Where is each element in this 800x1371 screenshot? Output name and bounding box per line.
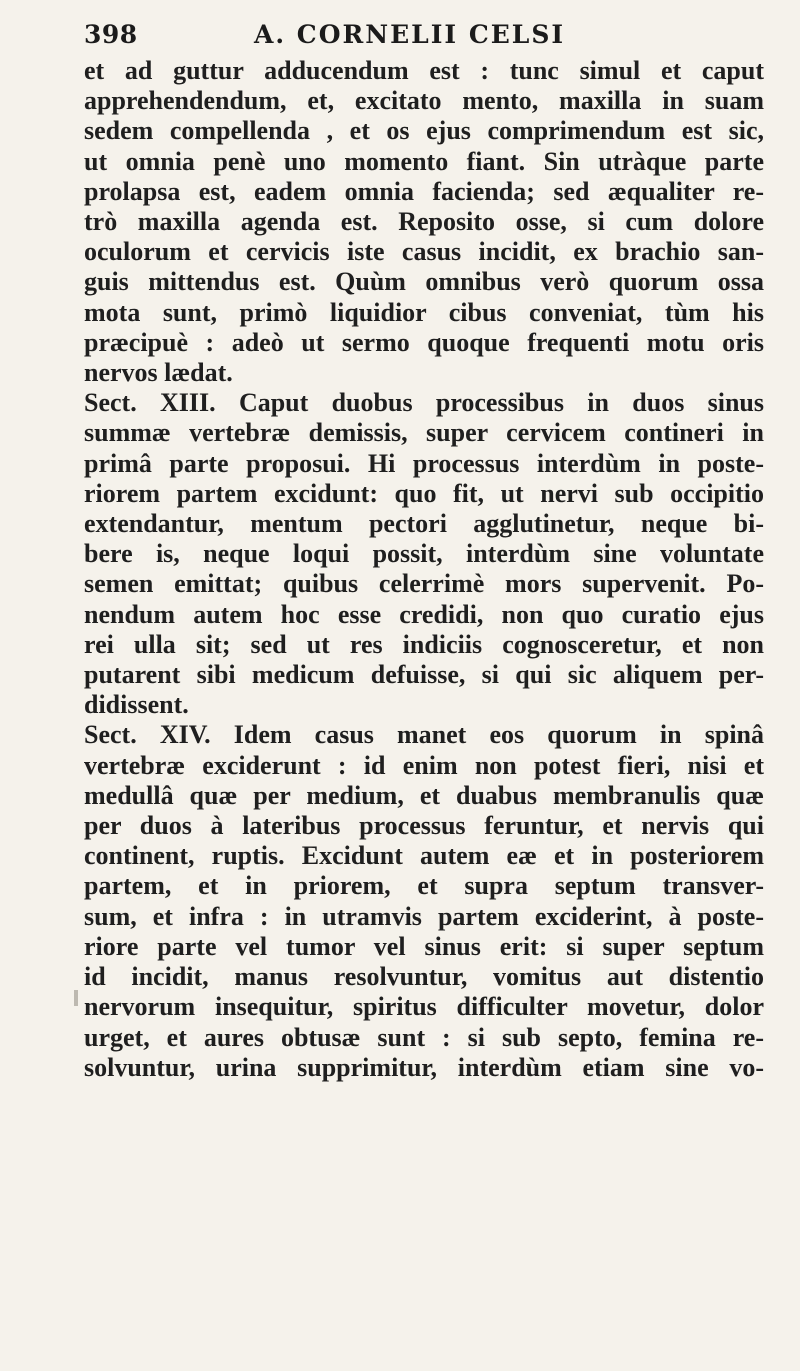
text-line: summæ vertebræ demissis, super cervicem contineri in — [84, 418, 764, 448]
text-line: præcipuè : adeò ut sermo quoque frequenti motu oris — [84, 327, 764, 357]
text-line: primâ parte proposui. Hi processus interdùm in poste- — [84, 448, 764, 478]
text-line: semen emittat; quibus celerrimè mors supervenit. Po- — [84, 569, 764, 599]
text-line: vertebræ exciderunt : id enim non potest fieri, nisi et — [84, 750, 764, 780]
text-line: bere is, neque loqui possit, interdùm sine voluntate — [84, 539, 764, 569]
text-line: et ad guttur adducendum est : tunc simul et caput — [84, 56, 764, 85]
text-line: apprehendendum, et, excitato mento, maxilla in suam — [84, 86, 764, 116]
text-line: trò maxilla agenda est. Reposito osse, si cum dolore — [84, 207, 764, 237]
running-head: A. CORNELII CELSI — [254, 20, 566, 49]
text-line: guis mittendus est. Quùm omnibus verò quorum ossa — [84, 267, 764, 297]
text-line: prolapsa est, eadem omnia facienda; sed æqualiter re- — [84, 176, 764, 206]
text-line: continent, ruptis. Excidunt autem eæ et in posteriorem — [84, 841, 764, 871]
text-line: partem, et in priorem, et supra septum transver- — [84, 871, 764, 901]
text-line: rei ulla sit; sed ut res indiciis cognosceretur, et non — [84, 629, 764, 659]
text-line: per duos à lateribus processus feruntur, et nervis qui — [84, 811, 764, 841]
section-xiii-first-line: Sect. XIII. Caput duobus processibus in duos sinus — [84, 388, 764, 418]
text-line: putarent sibi medicum defuisse, si qui sic aliquem per- — [84, 660, 764, 690]
text-line: medullâ quæ per medium, et duabus membranulis quæ — [84, 780, 764, 810]
text-line: mota sunt, primò liquidior cibus conveniat, tùm his — [84, 297, 764, 327]
text-line: extendantur, mentum pectori agglutinetur, neque bi- — [84, 509, 764, 539]
page-number: 398 — [84, 20, 138, 49]
text-line: riore parte vel tumor vel sinus erit: si super septum — [84, 931, 764, 961]
text-line: solvuntur, urina supprimitur, interdùm etiam sine vo- — [84, 1052, 764, 1082]
page-header — [84, 16, 754, 60]
section-xiv-first-line: Sect. XIV. Idem casus manet eos quorum in spinâ — [84, 720, 764, 750]
text-line: oculorum et cervicis iste casus incidit, ex brachio san- — [84, 237, 764, 267]
paragraph-end-line: nervos lædat. — [84, 358, 233, 388]
margin-mark — [74, 990, 78, 1006]
text-line: ut omnia penè uno momento fiant. Sin utràque parte — [84, 146, 764, 176]
text-line: urget, et aures obtusæ sunt : si sub septo, femina re- — [84, 1022, 764, 1052]
body-text — [84, 56, 764, 1083]
text-line: sum, et infra : in utramvis partem exciderint, à poste- — [84, 901, 764, 931]
text-line: sedem compellenda , et os ejus comprimendum est sic, — [84, 116, 764, 146]
text-line: id incidit, manus resolvuntur, vomitus aut distentio — [84, 962, 764, 992]
text-line: riorem partem excidunt: quo fit, ut nervi sub occipitio — [84, 478, 764, 508]
text-line: nendum autem hoc esse credidi, non quo curatio ejus — [84, 599, 764, 629]
paragraph-end-line: didissent. — [84, 690, 189, 720]
text-line: nervorum insequitur, spiritus difficulter movetur, dolor — [84, 992, 764, 1022]
